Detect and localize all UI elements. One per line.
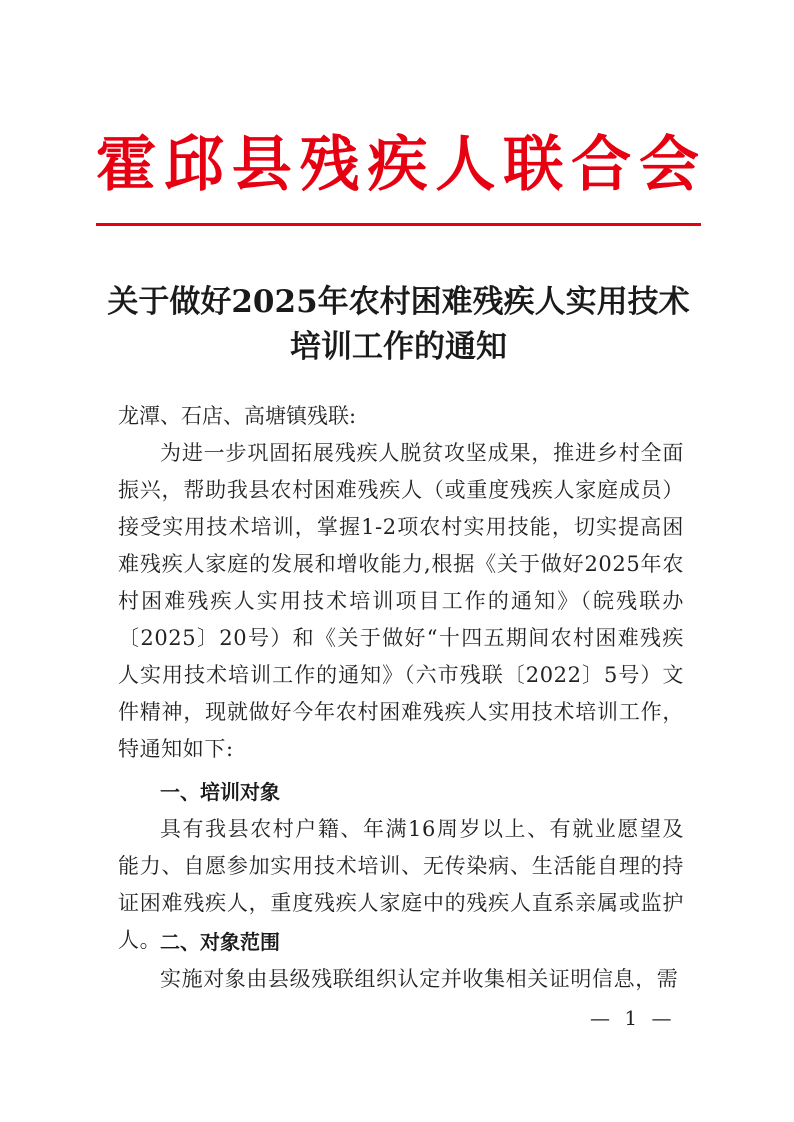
section1-paragraph: 具有我县农村户籍、年满16周岁以上、有就业愿望及能力、自愿参加实用技术培训、无传染病、生活能自理的持证困难残疾人，重度残疾人家庭中的残疾人直系亲属或监护人。 — [118, 817, 684, 952]
section2-paragraph: 实施对象由县级残联组织认定并收集相关证明信息，需 — [160, 967, 679, 991]
organization-header: 霍邱县残疾人联合会 — [96, 130, 701, 200]
header-red-rule — [96, 223, 701, 226]
document-title-line-2: 培训工作的通知 — [290, 329, 507, 365]
section-heading-training-targets: 一、培训对象 — [160, 780, 280, 804]
document-title-line-1: 关于做好2025年农村困难残疾人实用技术 — [107, 284, 690, 320]
document-title — [96, 280, 701, 370]
intro-paragraph: 为进一步巩固拓展残疾人脱贫攻坚成果，推进乡村全面振兴，帮助我县农村困难残疾人（或重度残疾人家庭成员）接受实用技术培训，掌握1-2项农村实用技能，切实提高困难残疾人家庭的发展和增收能力,根据《关于做好2025年农村困难残疾人实用技术培训项目工作的通知》（皖残联办〔2025〕20号）和《关于做好“十四五期间农村困难残疾人实用技术培训工作的通知》（六市残联〔2022〕5号）文件精神，现就做好今年农村困难残疾人实用技术培训工作，特通知如下: — [118, 441, 684, 761]
page-number: — 1 — — [590, 1006, 676, 1030]
recipient-line: 龙潭、石店、高塘镇残联: — [118, 404, 357, 428]
section-heading-target-scope: 二、对象范围 — [160, 930, 280, 954]
